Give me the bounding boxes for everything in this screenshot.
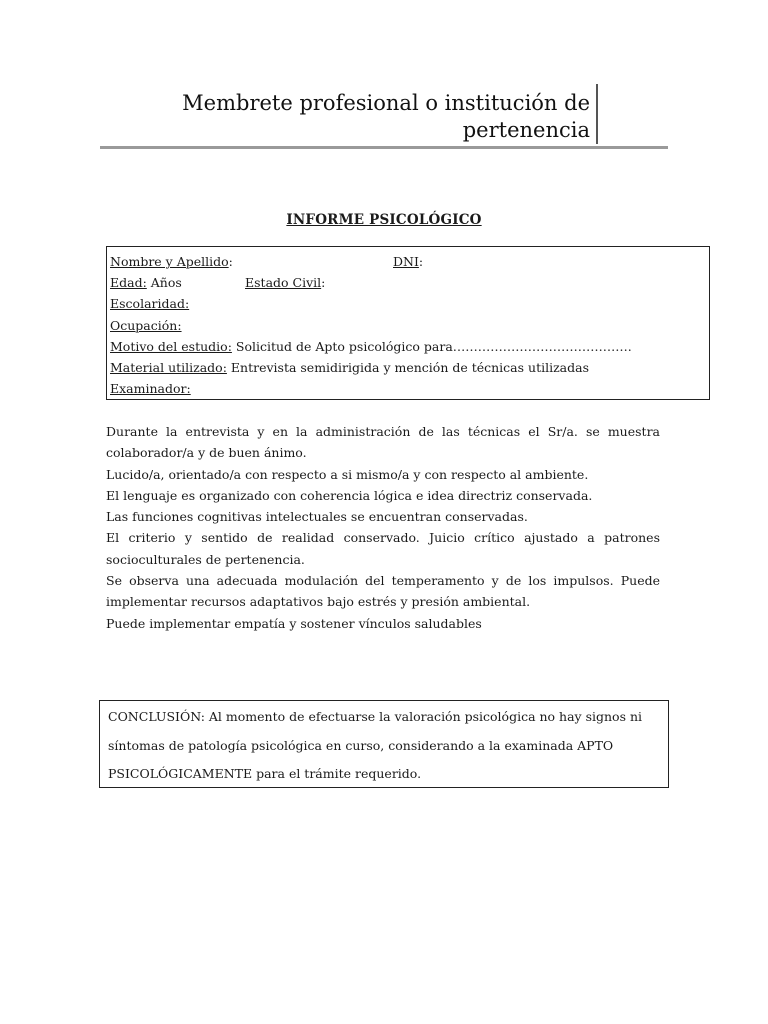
material-value: Entrevista semidirigida y mención de técnicas utilizadas [226,359,589,375]
ocupacion-label: Ocupación: [110,317,182,333]
row-ocupacion [110,315,709,336]
letterhead [100,84,668,149]
letterhead-line-2: pertenencia [462,118,590,142]
estado-civil-label: Estado Civil [245,275,322,291]
edad-value: Años [146,275,182,291]
nombre-suffix: : [228,254,233,269]
nombre-label: Nombre y Apellido [110,254,229,269]
letterhead-line-1: Membrete profesional o institución de [182,91,590,115]
patient-data-box [106,246,710,400]
edad-label: Edad: [110,275,147,291]
row-material [110,357,709,378]
letterhead-text [170,90,590,144]
motivo-value: Solicitud de Apto psicológico para……………………………………. [231,338,632,354]
conclusion-line-2: síntomas de patología psicológica en curso, considerando a la examinada APTO [108,737,614,753]
conclusion-line-1: CONCLUSIÓN: Al momento de efectuarse la valoración psicológica no hay signos ni [108,709,643,724]
dni-field [393,251,423,272]
dni-suffix: : [418,254,424,269]
report-body [106,421,660,634]
escolaridad-label: Escolaridad: [110,296,190,312]
examinador-label: Examinador: [110,381,191,397]
estado-civil-field [245,272,325,293]
body-paragraph: El criterio y sentido de realidad conservado. Juicio crítico ajustado a patrones socioculturales de pertenencia. [106,530,660,567]
conclusion-box [99,700,669,788]
body-paragraph: Puede implementar empatía y sostener vínculos saludables [106,615,482,631]
row-examinador [110,378,709,399]
conclusion-line-3: PSICOLÓGICAMENTE para el trámite requerido. [108,766,422,781]
report-title: INFORME PSICOLÓGICO [286,212,482,228]
row-escolaridad [110,293,709,314]
letterhead-vertical-rule [596,84,598,144]
body-paragraph: El lenguaje es organizado con coherencia lógica e idea directriz conservada. [106,487,593,503]
material-label: Material utilizado: [110,359,227,375]
dni-label: DNI [393,254,419,269]
row-nombre [110,251,709,272]
body-paragraph: Durante la entrevista y en la administración de las técnicas el Sr/a. se muestra colaborador/a y de buen ánimo. [106,424,660,461]
row-edad [110,272,709,293]
row-motivo [110,336,709,357]
body-paragraph: Lucido/a, orientado/a con respecto a si mismo/a y con respecto al ambiente. [106,466,589,482]
body-paragraph: Las funciones cognitivas intelectuales se encuentran conservadas. [106,509,528,525]
motivo-label: Motivo del estudio: [110,338,232,354]
body-paragraph: Se observa una adecuada modulación del temperamento y de los impulsos. Puede implementar recursos adaptativos bajo estrés y presión ambiental. [106,573,660,610]
estado-civil-suffix: : [321,275,326,291]
